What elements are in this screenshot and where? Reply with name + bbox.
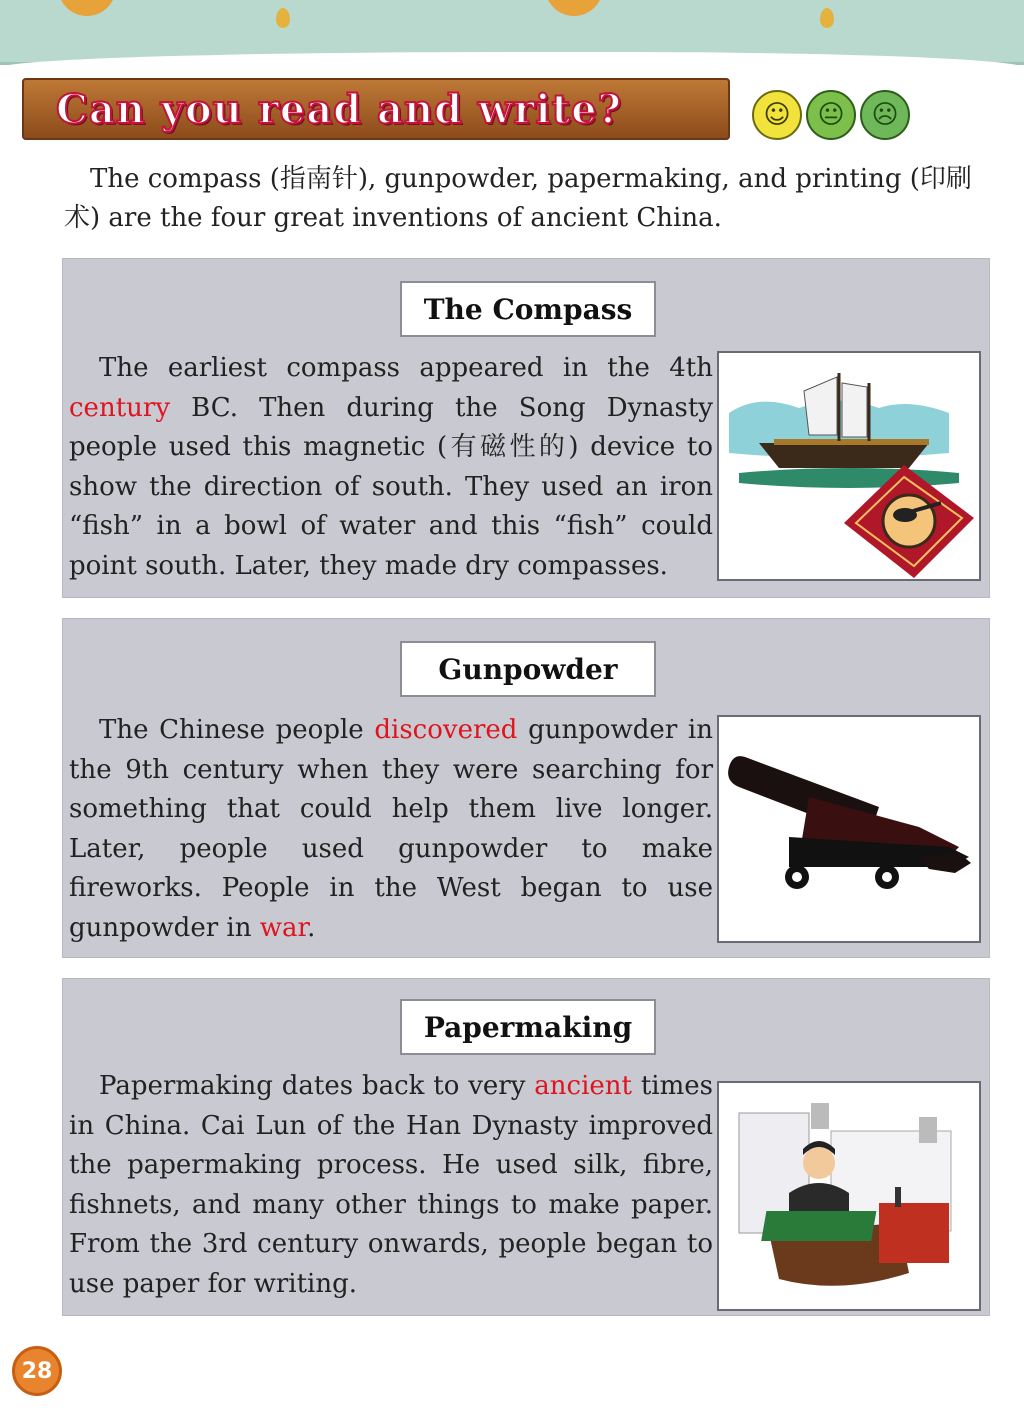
page-title: Can you read and write?	[56, 85, 622, 133]
section-compass	[62, 258, 990, 598]
drop-icon	[276, 8, 290, 28]
section-text	[69, 711, 713, 948]
highlighted-word: century	[69, 392, 171, 423]
title-banner	[22, 78, 730, 140]
intro-paragraph: The compass (指南针), gunpowder, papermaking, and printing (印刷术) are the four great inventions of ancient China.	[64, 164, 972, 233]
neutral-face-icon[interactable]: 😐	[806, 90, 856, 140]
text-run: gunpowder in the 9th century when they were searching for something that could help them live longer. Later, people used gunpowder to make fireworks. People in the West began to use gunpowder in	[69, 715, 713, 943]
page-number: 28	[12, 1346, 62, 1396]
section-text	[69, 349, 713, 586]
cannon-illustration	[717, 715, 981, 943]
text-run: The earliest compass appeared in the 4th	[99, 353, 713, 383]
highlighted-word: war	[259, 912, 308, 943]
highlighted-word: ancient	[534, 1071, 632, 1101]
self-assessment-faces	[752, 90, 910, 140]
flower-icon	[58, 0, 116, 16]
papermaking-illustration	[717, 1081, 981, 1311]
highlighted-word: discovered	[374, 715, 518, 745]
drop-icon	[820, 8, 834, 28]
section-title: Papermaking	[400, 999, 656, 1055]
section-papermaking	[62, 978, 990, 1316]
section-title: The Compass	[400, 281, 656, 337]
sad-face-icon[interactable]: ☹	[860, 90, 910, 140]
section-title: Gunpowder	[400, 641, 656, 697]
section-text	[69, 1067, 713, 1304]
compass-illustration	[717, 351, 981, 581]
text-run: BC. Then during the Song Dynasty people used this magnetic (有磁性的) device to show the direction of south. They used an iron “fish” in a bowl of water and this “fish” could point south. Later, they made dry compasses.	[69, 392, 713, 581]
text-run: Papermaking dates back to very	[99, 1071, 535, 1101]
section-gunpowder	[62, 618, 990, 958]
text-run: times in China. Cai Lun of the Han Dynasty improved the papermaking process. He used silk, fibre, fishnets, and many other things to make paper. From the 3rd century onwards, people began to use paper for writing.	[69, 1071, 713, 1299]
happy-face-icon[interactable]: ☺	[752, 90, 802, 140]
text-run: .	[307, 912, 316, 943]
text-run: The Chinese people	[99, 715, 375, 745]
flower-icon	[545, 0, 603, 16]
